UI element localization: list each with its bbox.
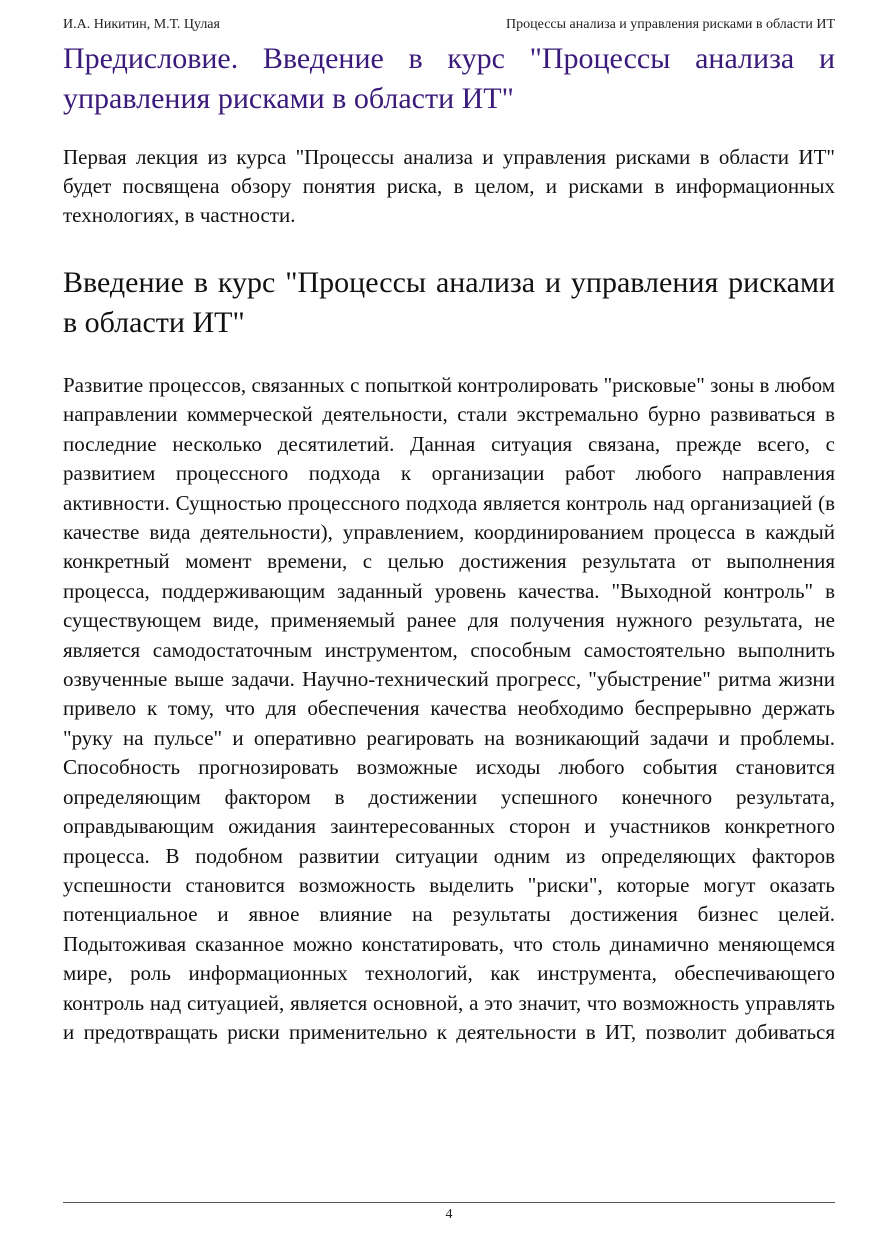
body-paragraph: Развитие процессов, связанных с попыткой контролировать "рисковые" зоны в любом направлении коммерческой деятельности, стали экстремально бурно развиваться в последние несколько десятилетий. Данная ситуация связана, прежде всего, с развитием процессного подхода к организации работ любого направления активности. Сущностью процессного подхода является контроль над организацией (в качестве вида деятельности), управлением, координированием процесса в каждый конкретный момент времени, с целью достижения результата от выполнения процесса, поддерживающим заданный уровень качества. "Выходной контроль" в существующем виде, применяемый ранее для получения нужного результата, не является самодостаточным инструментом, способным самостоятельно выполнить озвученные выше задачи. Научно-технический прогресс, "убыстрение" ритма жизни привело к тому, что для обеспечения качества необходимо беспрерывно держать "руку на пульсе" и оперативно реагировать на возникающий задачи и проблемы. Способность прогнозировать возможные исходы любого события становится определяющим фактором в достижении успешного конечного результата, оправдывающим ожидания заинтересованных сторон и участников конкретного процесса. В подобном развитии ситуации одним из определяющих факторов успешности становится возможность выделить "риски", которые могут оказать потенциальное и явное влияние на результаты достижения бизнес целей. Подытоживая сказанное можно констатировать, что столь динамично меняющемся мире, роль информационных технологий, как инструмента, обеспечивающего контроль над ситуацией, является основной, а это значит, что возможность управлять и предотвращать риски применительно к деятельности в ИТ, позволит добиваться [63, 373, 835, 1044]
header-authors: И.А. Никитин, М.Т. Цулая [63, 17, 220, 32]
chapter-title: Предисловие. Введение в курс "Процессы анализа и управления рисками в области ИТ" [63, 42, 835, 115]
page-number: 4 [445, 1207, 453, 1222]
running-header [63, 15, 835, 35]
intro-paragraph: Первая лекция из курса "Процессы анализа и управления рисками в области ИТ" будет посвящена обзору понятия риска, в целом, и рисками в информационных технологиях, в частности. [63, 145, 835, 227]
document-page [63, 0, 835, 1241]
header-course-title: Процессы анализа и управления рисками в области ИТ [506, 17, 835, 32]
footer-divider [63, 1202, 835, 1203]
section-title: Введение в курс "Процессы анализа и управления рисками в области ИТ" [63, 266, 835, 339]
